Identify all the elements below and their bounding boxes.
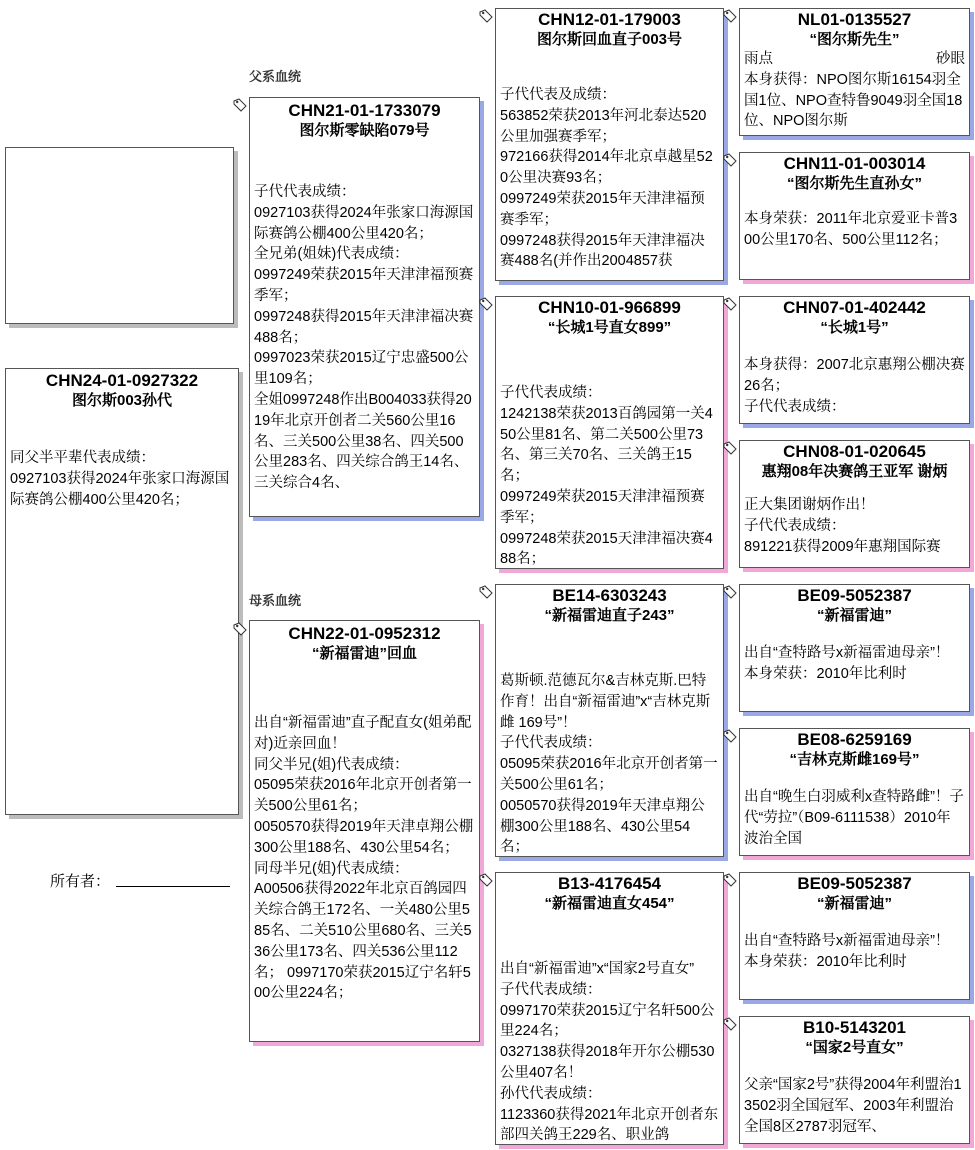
dam-card [249,620,480,1042]
dsd-name: “吉林克斯雌169号” [789,751,920,768]
dsd-notes: 出自“晚生白羽威利x查特路雌”！子代“劳拉”（B09-6111538）2010年波治全国 [744,789,964,847]
sire-sire-ring-number: CHN12-01-179003 [538,10,681,29]
edit-tag-icon[interactable] [723,729,737,743]
dss-notes: 出自“查特路号x新福雷迪母亲”！ 本身荣获：2010年比利时 [744,645,950,682]
sire-name: 图尔斯零缺陷079号 [299,122,430,139]
ddd-ring-number: B10-5143201 [802,1018,907,1037]
sdd-notes: 正大集团谢炳作出！ 子代代表成绩： 891221获得2009年惠翔国际赛 [744,497,941,555]
sss-notes: 本身获得：NPO图尔斯16154羽全国1位、NPO查特鲁9049羽全国18位、NPO图尔斯 [744,71,963,130]
sire-sire-card [495,8,724,281]
dss-card [739,584,970,712]
edit-tag-icon[interactable] [479,585,493,599]
ddd-card [739,1016,970,1144]
sire-dam-notes: 子代代表成绩： 1242138荣获2013百鸽园第一关450公里81名、第二关500公里73名、第三关70名、三关鸽王15名； 0997249荣获2015天津津福预赛季军； 0997248荣获2015天津津福决赛488名； [500,385,713,568]
sds-notes: 本身获得：2007北京惠翔公棚决赛26名； 子代代表成绩： [744,357,965,415]
sire-ring-number: CHN21-01-1733079 [288,101,441,120]
sss-card [739,8,970,136]
edit-tag-icon[interactable] [723,873,737,887]
owner-underline [116,886,230,887]
sdd-card [739,440,970,568]
edit-tag-icon[interactable] [233,622,247,636]
dds-ring-number: BE09-5052387 [797,874,912,893]
ssd-card [739,152,970,280]
dam-notes: 出自“新福雷迪”直子配直女(姐弟配对)近亲回血！ 同父半兄(姐)代表成绩： 05095荣获2016年北京开创者第一关500公里61名； 0050570获得2019年天津卓翔公棚300公里188名、430公里54名； 同母半兄(姐)代表成绩： A00506获得2022年北京百鸽园四关综合鸽王172名、一关480公里585名、二关510公里680名、三关536公里173名、四关536公里112名； 0997170荣获2015辽宁名轩500公里224名； [254,715,474,1002]
sdd-ring-number: CHN08-01-020645 [783,442,926,461]
dam-sire-ring-number: BE14-6303243 [552,586,667,605]
sss-trait-eye: 砂眼 [936,51,965,67]
ssd-notes: 本身荣获：2011年北京爱亚卡普300公里170名、500公里112名； [744,211,958,248]
sire-notes: 子代代表成绩： 0927103获得2024年张家口海源国际赛鸽公棚400公里420名； 全兄弟(姐妹)代表成绩： 0997249荣获2015年天津津福预赛季军； 0997248获得2015年天津津福决赛488名； 0997023荣获2015辽宁忠盛500公里109名； 全姐0997248作出B004033获得2019年北京开创者二关560公里16名、三关500公里38名、四关500公里283名、四关综合鸽王14名、三关综合4名、 [254,184,474,492]
sds-ring-number: CHN07-01-402442 [783,298,926,317]
dds-name: “新福雷迪” [816,895,892,912]
dam-dam-name: “新福雷迪直女454” [544,895,675,912]
sdd-name: 惠翔08年决赛鸽王亚军 谢炳 [761,463,948,480]
ddd-name: “国家2号直女” [805,1039,904,1056]
sire-dam-ring-number: CHN10-01-966899 [538,298,681,317]
sire-sire-notes: 子代代表及成绩： 563852荣获2013年河北泰达520公里加强赛季军； 972166获得2014年北京卓越星520公里决赛93名； 0997249荣获2015年天津津福预赛季军； 0997248获得2015年天津津福决赛488名(并作出2004857获 [500,87,713,270]
edit-tag-icon[interactable] [723,441,737,455]
edit-tag-icon[interactable] [479,873,493,887]
ssd-name: “图尔斯先生直孙女” [786,175,922,192]
dam-dam-notes: 出自“新福雷迪”x“国家2号直女” 子代代表成绩： 0997170荣获2015辽宁名轩500公里224名； 0327138获得2018年开尔公棚530公里407名！ 孙代代表成绩： 1123360获得2021年北京开创者东部四关鸽王229名、职业鸽 [500,961,719,1144]
sss-ring-number: NL01-0135527 [797,10,912,29]
edit-tag-icon[interactable] [723,153,737,167]
subject-card [5,368,239,815]
dam-name: “新福雷迪”回血 [311,645,417,662]
edit-tag-icon[interactable] [479,297,493,311]
sire-dam-name: “长城1号直女899” [547,319,672,336]
dds-card [739,872,970,1000]
dam-sire-notes: 葛斯顿.范德瓦尔&吉林克斯.巴特作育！出自“新福雷迪”x“吉林克斯雌 169号”！ 子代代表成绩： 05095荣获2016年北京开创者第一关500公里61名； 0050570获得2019年天津卓翔公棚300公里188名、430公里54名； [500,673,718,856]
pigeon-photo-frame [5,147,234,324]
edit-tag-icon[interactable] [723,297,737,311]
dds-notes: 出自“查特路号x新福雷迪母亲”！ 本身荣获：2010年比利时 [744,933,950,970]
dsd-card [739,728,970,856]
dss-ring-number: BE09-5052387 [797,586,912,605]
sire-card [249,97,480,517]
ssd-ring-number: CHN11-01-003014 [783,154,926,173]
edit-tag-icon[interactable] [233,98,247,112]
sds-card [739,296,970,424]
dss-name: “新福雷迪” [816,607,892,624]
edit-tag-icon[interactable] [479,9,493,23]
subject-ring-number: CHN24-01-0927322 [45,371,199,390]
dam-ring-number: CHN22-01-0952312 [288,624,441,643]
dam-line-label: 母系血统 [249,593,302,608]
dam-dam-card [495,872,724,1145]
edit-tag-icon[interactable] [723,1017,737,1031]
edit-tag-icon[interactable] [723,585,737,599]
owner-label: 所有者： [50,873,111,890]
sire-dam-card [495,296,724,569]
dam-dam-ring-number: B13-4176454 [557,874,662,893]
subject-notes: 同父半平辈代表成绩： 0927103获得2024年张家口海源国际赛鸽公棚400公里420名； [10,450,230,508]
dam-sire-card [495,584,724,857]
dam-sire-name: “新福雷迪直子243” [544,607,675,624]
sss-traits [740,49,969,70]
subject-name: 图尔斯003孙代 [71,392,173,409]
edit-tag-icon[interactable] [723,9,737,23]
dsd-ring-number: BE08-6259169 [797,730,912,749]
sss-trait-pattern: 雨点 [744,51,773,67]
sss-name: “图尔斯先生” [809,31,900,48]
ddd-notes: 父亲“国家2号”获得2004年利盟治13502羽全国冠军、2003年利盟治全国8区2787羽冠军、 [744,1077,962,1135]
sire-line-label: 父系血统 [249,69,302,84]
sds-name: “长城1号” [820,319,889,336]
sire-sire-name: 图尔斯回血直子003号 [536,31,683,48]
